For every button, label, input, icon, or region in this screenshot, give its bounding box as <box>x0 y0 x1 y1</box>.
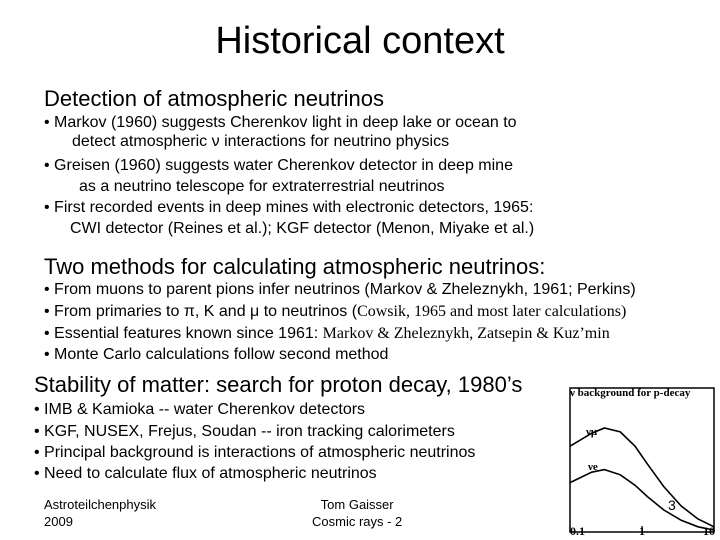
bullet-first-events-line2: CWI detector (Reines et al.); KGF detector (Menon, Miyake et al.) <box>70 220 535 237</box>
section-heading-methods: Two methods for calculating atmospheric neutrinos: <box>44 254 546 279</box>
bullet-primaries-text: • From primaries to π, K and μ to neutrinos ( <box>44 303 358 320</box>
footer-course-name: Astroteilchenphysik <box>44 497 156 512</box>
bullet-monte-carlo: • Monte Carlo calculations follow second method <box>44 346 389 363</box>
x-tick-0.1: 0.1 <box>570 524 585 538</box>
chart-frame <box>570 388 714 532</box>
footer-talk-title: Cosmic rays - 2 <box>312 514 403 529</box>
chart-title: ν background for p-decay <box>570 387 691 399</box>
footer-author-name: Tom Gaisser <box>320 497 394 512</box>
bullet-greisen-line1: • Greisen (1960) suggests water Cherenkov detector in deep mine <box>44 157 513 174</box>
bullet-markov-line1: • Markov (1960) suggests Cherenkov light in deep lake or ocean to <box>44 114 517 131</box>
x-tick-10: 10 <box>703 524 715 538</box>
footer-course <box>44 496 156 530</box>
x-tick-1: 1 <box>639 524 645 538</box>
nu-background-chart <box>566 384 718 536</box>
bullet-first-events-line1: • First recorded events in deep mines with electronic detectors, 1965: <box>44 199 534 216</box>
bullet-kgf: • KGF, NUSEX, Frejus, Soudan -- iron tracking calorimeters <box>34 423 455 440</box>
slide-title: Historical context <box>215 20 505 62</box>
series-label-numu: νμ <box>586 426 598 438</box>
bullet-primaries <box>44 303 626 321</box>
bullet-essential-serif: Markov & Zheleznykh, Zatsepin & Kuz’min <box>322 325 610 342</box>
series-line-nue <box>570 470 714 530</box>
bullet-primaries-serif: Cowsik, 1965 and most later calculations) <box>357 303 627 320</box>
bullet-background: • Principal background is interactions of atmospheric neutrinos <box>34 444 476 461</box>
bullet-imb: • IMB & Kamioka -- water Cherenkov detectors <box>34 401 366 418</box>
series-label-nue: νe <box>588 461 598 473</box>
section-heading-proton-decay: Stability of matter: search for proton decay, 1980’s <box>34 372 523 397</box>
bullet-essential-text: • Essential features known since 1961: <box>44 325 323 342</box>
page-number: 3 <box>668 497 676 513</box>
bullet-muons: • From muons to parent pions infer neutrinos (Markov & Zheleznykh, 1961; Perkins) <box>44 281 636 298</box>
footer-author <box>312 496 402 530</box>
bullet-essential <box>44 325 610 343</box>
section-heading-detection: Detection of atmospheric neutrinos <box>44 86 384 111</box>
bullet-markov-line2: detect atmospheric ν interactions for neutrino physics <box>72 133 450 150</box>
bullet-greisen-line2: as a neutrino telescope for extraterrestrial neutrinos <box>79 178 445 195</box>
bullet-flux: • Need to calculate flux of atmospheric neutrinos <box>34 465 377 482</box>
footer-year: 2009 <box>44 514 73 529</box>
series-line-numu <box>570 428 714 527</box>
